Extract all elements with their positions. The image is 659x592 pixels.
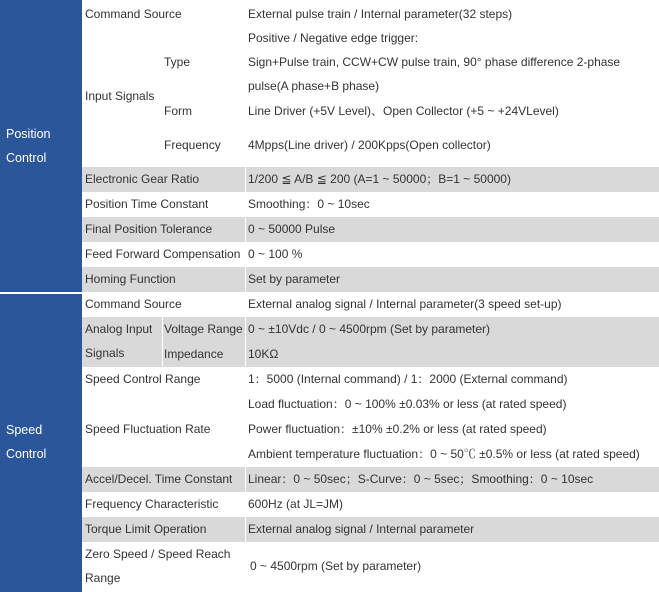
position-control-header: [0, 0, 82, 292]
zero-speed-label-line1: Zero Speed / Speed Reach: [85, 547, 231, 561]
homing-function-label: Homing Function: [85, 272, 176, 286]
analog-input-label-line2: Signals: [85, 346, 125, 360]
speed-control-label-line2: Control: [6, 447, 47, 461]
input-frequency-value: 4Mpps(Line driver) / 200Kpps(Open collector): [248, 138, 491, 152]
final-position-tolerance-value: 0 ~ 50000 Pulse: [248, 222, 336, 236]
gear-ratio-label: Electronic Gear Ratio: [85, 172, 200, 186]
position-time-constant-label: Position Time Constant: [85, 197, 209, 211]
sub-column-divider: [162, 317, 163, 367]
input-frequency-label: Frequency: [164, 138, 221, 152]
input-type-value-1: Positive / Negative edge trigger:: [248, 31, 419, 45]
speed-fluctuation-label: Speed Fluctuation Rate: [85, 422, 211, 436]
feed-forward-value: 0 ~ 100 %: [248, 247, 303, 261]
torque-limit-label: Torque Limit Operation: [85, 522, 207, 536]
speed-control-label-line1: Speed: [6, 423, 43, 437]
input-type-value-2: Sign+Pulse train, CCW+CW pulse train, 90° phase difference 2-phase: [248, 55, 621, 69]
feed-forward-label: Feed Forward Compensation: [85, 247, 241, 261]
input-type-value-3: pulse(A phase+B phase): [248, 79, 380, 93]
speed-control-range-label: Speed Control Range: [85, 372, 201, 386]
input-form-label: Form: [164, 104, 192, 118]
impedance-value: 10KΩ: [248, 347, 279, 361]
column-divider: [245, 167, 246, 592]
speed-control-range-value: 1：5000 (Internal command) / 1：2000 (External command): [248, 372, 568, 386]
analog-input-label-line1: Analog Input: [85, 322, 153, 336]
zero-speed-label-line2: Range: [85, 571, 121, 585]
voltage-range-label: Voltage Range: [164, 322, 243, 336]
homing-function-value: Set by parameter: [248, 272, 341, 286]
accel-decel-value: Linear：0 ~ 50sec；S-Curve：0 ~ 5sec；Smoothing：0 ~ 10sec: [248, 472, 594, 486]
command-source-label: Command Source: [85, 7, 182, 21]
zero-speed-value: 0 ~ 4500rpm (Set by parameter): [250, 559, 422, 573]
gear-ratio-value: 1/200 ≦ A/B ≦ 200 (A=1 ~ 50000；B=1 ~ 50000): [248, 172, 511, 186]
frequency-characteristic-label: Frequency Characteristic: [85, 497, 219, 511]
input-form-value: Line Driver (+5V Level)、Open Collector (+5 ~ +24VLevel): [248, 104, 559, 118]
speed-command-source-label: Command Source: [85, 297, 182, 311]
command-source-value: External pulse train / Internal parameter(32 steps): [248, 7, 513, 21]
position-time-constant-value: Smoothing：0 ~ 10sec: [248, 197, 370, 211]
final-position-tolerance-label: Final Position Tolerance: [85, 222, 213, 236]
frequency-characteristic-value: 600Hz (at JL=JM): [248, 497, 344, 511]
position-control-label-line1: Position: [6, 127, 51, 141]
speed-fluctuation-value-load: Load fluctuation：0 ~ 100% ±0.03% or less (at rated speed): [248, 397, 567, 411]
position-control-label-line2: Control: [6, 151, 47, 165]
speed-fluctuation-value-ambient: Ambient temperature fluctuation：0 ~ 50℃ ±0.5% or less (at rated speed): [248, 447, 640, 461]
speed-fluctuation-value-power: Power fluctuation：±10% ±0.2% or less (at rated speed): [248, 422, 547, 436]
accel-decel-label: Accel/Decel. Time Constant: [85, 472, 233, 486]
impedance-label: Impedance: [164, 347, 224, 361]
input-type-label: Type: [164, 55, 191, 69]
voltage-range-value: 0 ~ ±10Vdc / 0 ~ 4500rpm (Set by parameter): [248, 322, 491, 336]
torque-limit-value: External analog signal / Internal parameter: [248, 522, 475, 536]
speed-command-source-value: External analog signal / Internal parameter(3 speed set-up): [248, 297, 562, 311]
speed-control-header: [0, 294, 82, 592]
input-signals-label: Input Signals: [85, 89, 155, 103]
